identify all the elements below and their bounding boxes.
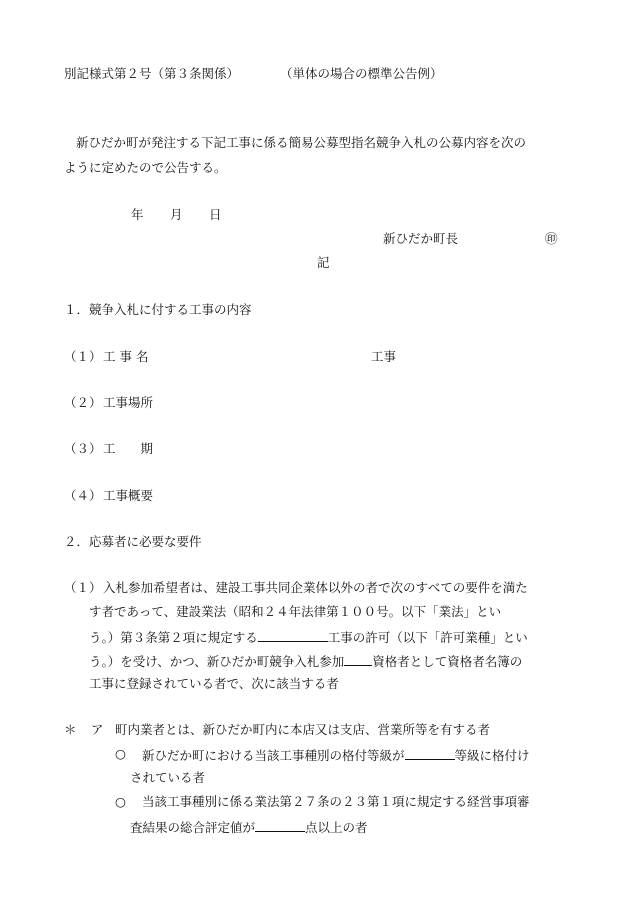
form-number: 別記様式第２号（第３条関係）	[64, 66, 240, 81]
item-4-label: 工事概要	[103, 488, 154, 503]
item-2-num: （２）	[64, 395, 102, 410]
req-1-line-3-end: 工事の許可（以下「許可業種」とい	[327, 630, 528, 645]
bullet-2-line-2	[130, 820, 368, 835]
item-4-num: （４）	[64, 488, 102, 503]
example-label: （単体の場合の標準公告例）	[280, 66, 443, 81]
qualification-blank	[344, 654, 372, 666]
item-3-label: 工 期	[103, 441, 154, 456]
req-1-line-1: 入札参加希望者は、建設工事共同企業体以外の者で次のすべての要件を満た	[103, 580, 528, 595]
item-1-num: （１）	[64, 349, 102, 364]
date-year: 年	[131, 207, 144, 222]
req-1-line-4	[89, 654, 522, 669]
item-2-label: 工事場所	[103, 395, 154, 410]
date-month: 月	[170, 207, 183, 222]
score-blank	[255, 820, 305, 832]
bullet-2-line-1: 当該工事種別に係る業法第２７条の２３第１項に規定する経営事項審	[142, 794, 530, 809]
item-1-suffix: 工事	[371, 349, 397, 364]
star-mark: ＊	[64, 722, 77, 737]
sub-a-label: ア	[91, 722, 104, 737]
intro-line-2: ように定めたので公告する。	[64, 160, 227, 175]
bullet-1-mark: ○	[115, 746, 126, 761]
intro-line-1: 新ひだか町が発注する下記工事に係る簡易公募型指名競争入札の公募内容を次の	[76, 135, 527, 150]
mayor-title: 新ひだか町長	[383, 231, 459, 246]
grade-blank	[405, 748, 455, 760]
section-1-heading: １．競争入札に付する工事の内容	[64, 302, 252, 317]
req-1-line-5: 工事に登録されている者で、次に該当する者	[89, 676, 339, 691]
item-3-num: （３）	[64, 441, 102, 456]
seal-mark: ㊞	[545, 231, 558, 246]
req-1-line-4-start: う。）を受け、かつ、新ひだか町競争入札参加	[89, 654, 345, 669]
item-1-label: 工 事 名	[103, 349, 149, 364]
req-1-line-3-start: う。）第３条第２項に規定する	[89, 630, 258, 645]
bullet-2-mark: ○	[115, 794, 126, 809]
bullet-2-line-2-end: 点以上の者	[305, 820, 368, 835]
license-type-blank	[258, 630, 328, 642]
sub-a-text: 町内業者とは、新ひだか町内に本店又は支店、営業所等を有する者	[115, 722, 491, 737]
bullet-1-line-2: されている者	[130, 770, 206, 785]
bullet-1-line-1	[142, 748, 530, 763]
req-1-line-4-end: 資格者として資格者名簿の	[372, 654, 523, 669]
section-2-heading: ２．応募者に必要な要件	[64, 534, 202, 549]
ki-heading: 記	[317, 255, 330, 270]
bullet-1-line-1-start: 新ひだか町における当該工事種別の格付等級が	[142, 748, 405, 763]
date-day: 日	[209, 207, 222, 222]
bullet-1-line-1-end: 等級に格付け	[454, 748, 530, 763]
bullet-2-line-2-start: 査結果の総合評定値が	[130, 820, 256, 835]
req-1-line-3	[89, 630, 528, 645]
req-1-line-2: す者であって、建設業法（昭和２４年法律第１００号。以下「業法」とい	[89, 604, 502, 619]
req-1-num: （１）	[64, 580, 102, 595]
